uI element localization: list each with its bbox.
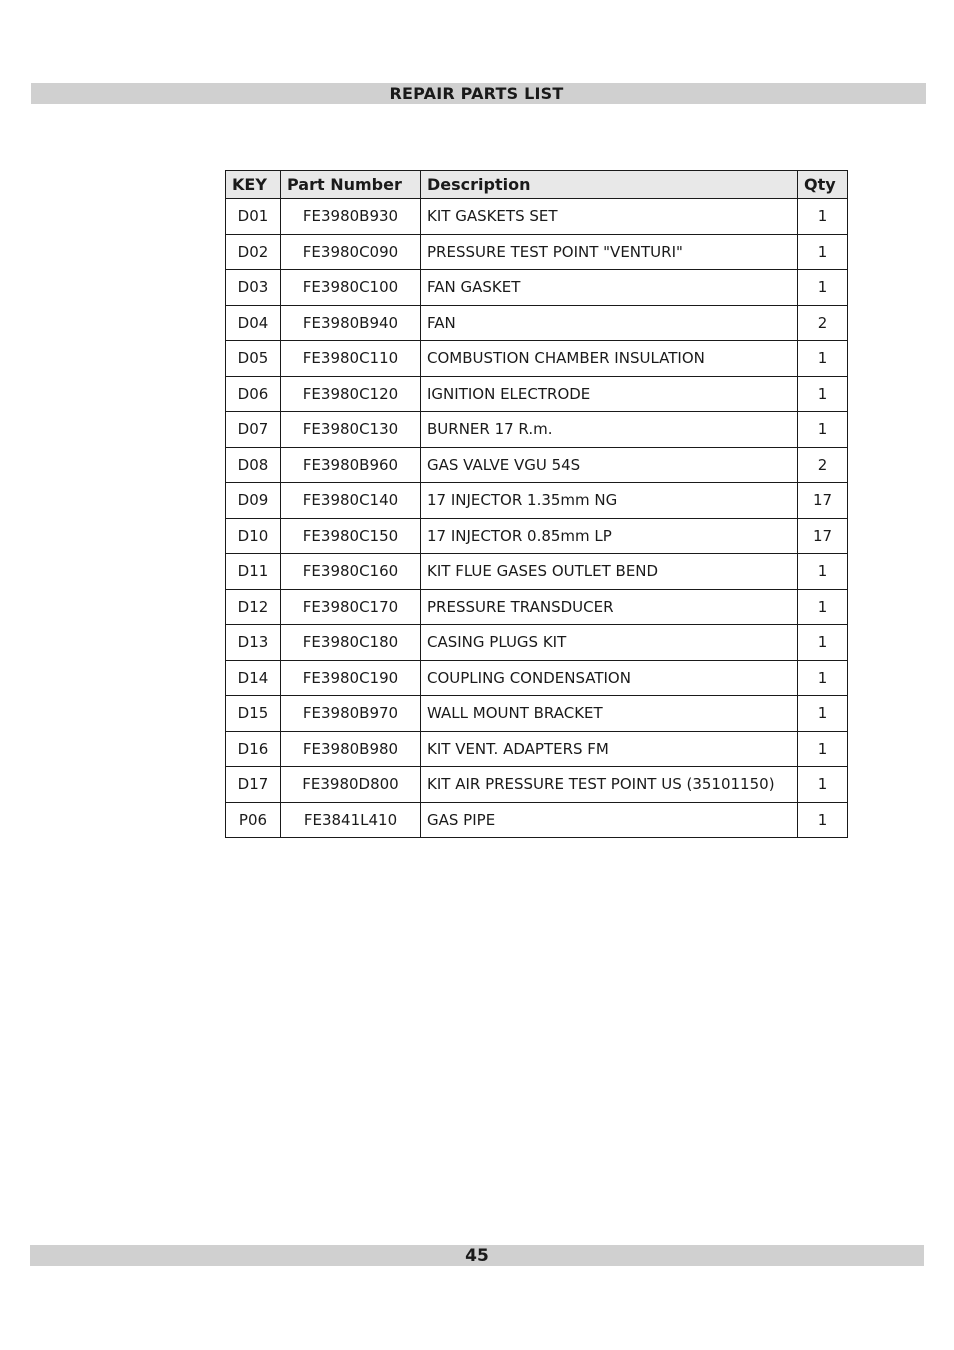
cell-key: D05 (226, 341, 281, 377)
table-row (226, 696, 848, 732)
cell-description: BURNER 17 R.m. (421, 412, 798, 448)
table-row (226, 483, 848, 519)
page-footer-bar (30, 1245, 924, 1266)
cell-part-number: FE3980C140 (281, 483, 421, 519)
cell-key: D06 (226, 376, 281, 412)
table-row (226, 767, 848, 803)
cell-qty: 1 (798, 696, 848, 732)
cell-qty: 2 (798, 305, 848, 341)
cell-qty: 1 (798, 341, 848, 377)
table-row (226, 341, 848, 377)
cell-description: GAS PIPE (421, 802, 798, 838)
cell-part-number: FE3980C170 (281, 589, 421, 625)
cell-part-number: FE3980C180 (281, 625, 421, 661)
repair-parts-table (225, 170, 848, 838)
cell-part-number: FE3980B930 (281, 199, 421, 235)
cell-qty: 1 (798, 731, 848, 767)
cell-description: IGNITION ELECTRODE (421, 376, 798, 412)
page-title: REPAIR PARTS LIST (389, 84, 564, 103)
cell-key: D04 (226, 305, 281, 341)
table-row (226, 199, 848, 235)
cell-part-number: FE3980C130 (281, 412, 421, 448)
page-number: 45 (465, 1245, 489, 1266)
cell-description: CASING PLUGS KIT (421, 625, 798, 661)
column-header-description: Description (421, 171, 798, 199)
cell-qty: 17 (798, 518, 848, 554)
cell-description: COUPLING CONDENSATION (421, 660, 798, 696)
cell-description: FAN (421, 305, 798, 341)
cell-description: 17 INJECTOR 0.85mm LP (421, 518, 798, 554)
cell-qty: 1 (798, 412, 848, 448)
column-header-key: KEY (226, 171, 281, 199)
cell-description: KIT VENT. ADAPTERS FM (421, 731, 798, 767)
cell-key: D12 (226, 589, 281, 625)
cell-key: P06 (226, 802, 281, 838)
cell-description: KIT AIR PRESSURE TEST POINT US (35101150) (421, 767, 798, 803)
cell-part-number: FE3980B960 (281, 447, 421, 483)
cell-description: GAS VALVE VGU 54S (421, 447, 798, 483)
table-row (226, 234, 848, 270)
cell-description: PRESSURE TRANSDUCER (421, 589, 798, 625)
cell-qty: 1 (798, 199, 848, 235)
cell-part-number: FE3980C190 (281, 660, 421, 696)
cell-key: D02 (226, 234, 281, 270)
cell-qty: 1 (798, 802, 848, 838)
cell-key: D07 (226, 412, 281, 448)
table-row (226, 554, 848, 590)
section-title-bar (31, 83, 926, 104)
cell-key: D17 (226, 767, 281, 803)
table-row (226, 589, 848, 625)
cell-qty: 1 (798, 376, 848, 412)
table-row (226, 305, 848, 341)
cell-part-number: FE3980C090 (281, 234, 421, 270)
cell-qty: 1 (798, 270, 848, 306)
cell-qty: 1 (798, 767, 848, 803)
table-row (226, 625, 848, 661)
cell-part-number: FE3980C110 (281, 341, 421, 377)
cell-description: PRESSURE TEST POINT "VENTURI" (421, 234, 798, 270)
column-header-part-number: Part Number (281, 171, 421, 199)
table-row (226, 660, 848, 696)
cell-key: D10 (226, 518, 281, 554)
cell-key: D01 (226, 199, 281, 235)
cell-part-number: FE3980C100 (281, 270, 421, 306)
cell-part-number: FE3980C150 (281, 518, 421, 554)
cell-part-number: FE3980C120 (281, 376, 421, 412)
cell-key: D14 (226, 660, 281, 696)
table-row (226, 412, 848, 448)
table-row (226, 376, 848, 412)
cell-description: FAN GASKET (421, 270, 798, 306)
cell-qty: 1 (798, 589, 848, 625)
cell-part-number: FE3841L410 (281, 802, 421, 838)
cell-qty: 1 (798, 234, 848, 270)
cell-key: D13 (226, 625, 281, 661)
cell-part-number: FE3980C160 (281, 554, 421, 590)
cell-description: KIT GASKETS SET (421, 199, 798, 235)
cell-part-number: FE3980B970 (281, 696, 421, 732)
cell-key: D08 (226, 447, 281, 483)
cell-description: COMBUSTION CHAMBER INSULATION (421, 341, 798, 377)
table-row (226, 802, 848, 838)
table-header-row (226, 171, 848, 199)
cell-description: WALL MOUNT BRACKET (421, 696, 798, 732)
cell-key: D09 (226, 483, 281, 519)
table-body (226, 199, 848, 838)
cell-key: D03 (226, 270, 281, 306)
cell-qty: 2 (798, 447, 848, 483)
cell-key: D15 (226, 696, 281, 732)
cell-part-number: FE3980B940 (281, 305, 421, 341)
table-row (226, 731, 848, 767)
table-row (226, 518, 848, 554)
cell-qty: 1 (798, 625, 848, 661)
cell-key: D11 (226, 554, 281, 590)
cell-qty: 1 (798, 554, 848, 590)
cell-description: KIT FLUE GASES OUTLET BEND (421, 554, 798, 590)
cell-part-number: FE3980B980 (281, 731, 421, 767)
cell-qty: 1 (798, 660, 848, 696)
cell-qty: 17 (798, 483, 848, 519)
cell-key: D16 (226, 731, 281, 767)
column-header-qty: Qty (798, 171, 848, 199)
table-row (226, 447, 848, 483)
table-row (226, 270, 848, 306)
cell-part-number: FE3980D800 (281, 767, 421, 803)
cell-description: 17 INJECTOR 1.35mm NG (421, 483, 798, 519)
